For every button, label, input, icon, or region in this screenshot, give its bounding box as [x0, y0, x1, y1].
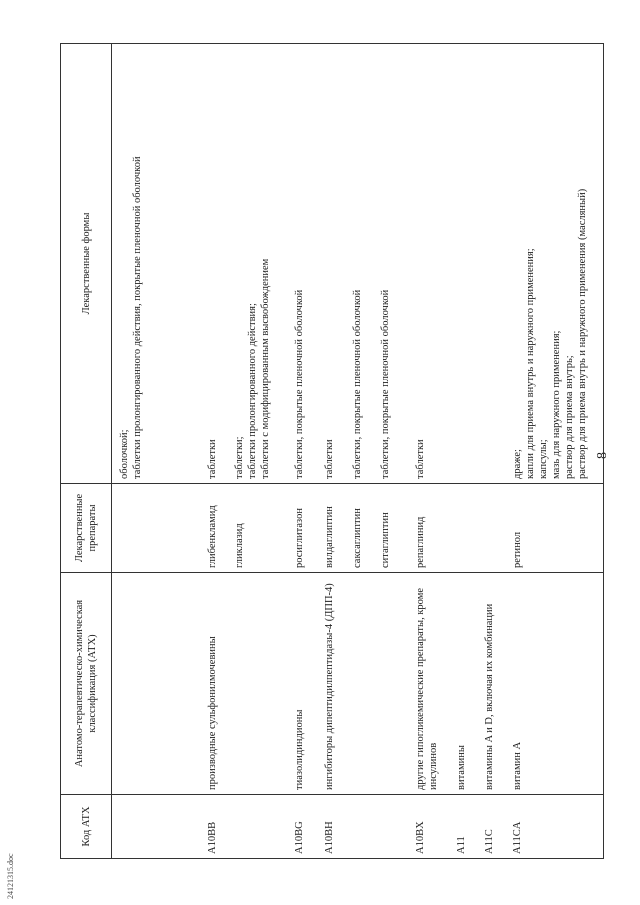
- cell-form: таблетки: [412, 44, 453, 484]
- table-header-row: [61, 44, 112, 859]
- cell-drug: саксаглиптин: [349, 484, 377, 573]
- footer-filename: 24121315.doc: [6, 853, 15, 899]
- cell-form: [453, 44, 481, 484]
- cell-code: [231, 795, 291, 859]
- table-row: [204, 44, 231, 859]
- cell-form: таблетки, покрытые пленочной оболочкой: [291, 44, 321, 484]
- cell-class: [349, 573, 377, 795]
- cell-drug: гликлазид: [231, 484, 291, 573]
- cell-class: [377, 573, 412, 795]
- cell-form: [481, 44, 509, 484]
- cell-code: A10BG: [291, 795, 321, 859]
- cell-code: A11CA: [509, 795, 604, 859]
- cell-code: [349, 795, 377, 859]
- cell-class: витамин A: [509, 573, 604, 795]
- cell-form: таблетки; таблетки пролонгированного действия; таблетки с модифицированным высвобождением: [231, 44, 291, 484]
- cell-code: [112, 795, 204, 859]
- cell-form: таблетки: [204, 44, 231, 484]
- table-row: [112, 44, 204, 859]
- table-row: [291, 44, 321, 859]
- table-row: [412, 44, 453, 859]
- cell-form: таблетки: [321, 44, 349, 484]
- header-forms: Лекарственные формы: [61, 44, 112, 484]
- table-row: [377, 44, 412, 859]
- cell-code: A10BX: [412, 795, 453, 859]
- cell-class: ингибиторы дипептидилпептидазы-4 (ДПП-4): [321, 573, 349, 795]
- cell-code: A11: [453, 795, 481, 859]
- table-row: [509, 44, 604, 859]
- cell-code: A10BH: [321, 795, 349, 859]
- cell-form: оболочкой; таблетки пролонгированного действия, покрытые пленочной оболочкой: [112, 44, 204, 484]
- table-row: [481, 44, 509, 859]
- cell-code: [377, 795, 412, 859]
- cell-class: [231, 573, 291, 795]
- cell-class: другие гипогликемические препараты, кроме инсулинов: [412, 573, 453, 795]
- table-row: [349, 44, 377, 859]
- cell-drug: вилдаглиптин: [321, 484, 349, 573]
- cell-drug: росиглитазон: [291, 484, 321, 573]
- cell-class: производные сульфонилмочевины: [204, 573, 231, 795]
- cell-drug: [112, 484, 204, 573]
- cell-form: таблетки, покрытые пленочной оболочкой: [377, 44, 412, 484]
- cell-drug: [453, 484, 481, 573]
- cell-drug: [481, 484, 509, 573]
- table-row: [321, 44, 349, 859]
- cell-drug: глибенкламид: [204, 484, 231, 573]
- header-classification: Анатомо-терапевтическо-химическая классификация (АТХ): [61, 573, 112, 795]
- cell-drug: ситаглиптин: [377, 484, 412, 573]
- table-row: [453, 44, 481, 859]
- header-code: Код АТХ: [61, 795, 112, 859]
- cell-form: таблетки, покрытые пленочной оболочкой: [349, 44, 377, 484]
- drug-table: [60, 43, 604, 859]
- cell-drug: ретинол: [509, 484, 604, 573]
- cell-code: A10BB: [204, 795, 231, 859]
- cell-class: тиазолидиндионы: [291, 573, 321, 795]
- cell-form: драже; капли для приема внутрь и наружного применения; капсулы; мазь для наружного применения; раствор для приема внутрь; раствор для приема внутрь и наружного применения (масляный): [509, 44, 604, 484]
- cell-class: [112, 573, 204, 795]
- cell-class: витамины A и D, включая их комбинации: [481, 573, 509, 795]
- cell-class: витамины: [453, 573, 481, 795]
- table-row: [231, 44, 291, 859]
- cell-code: A11C: [481, 795, 509, 859]
- page-number: 8: [595, 452, 610, 459]
- cell-drug: репаглинид: [412, 484, 453, 573]
- header-drugs: Лекарственные препараты: [61, 484, 112, 573]
